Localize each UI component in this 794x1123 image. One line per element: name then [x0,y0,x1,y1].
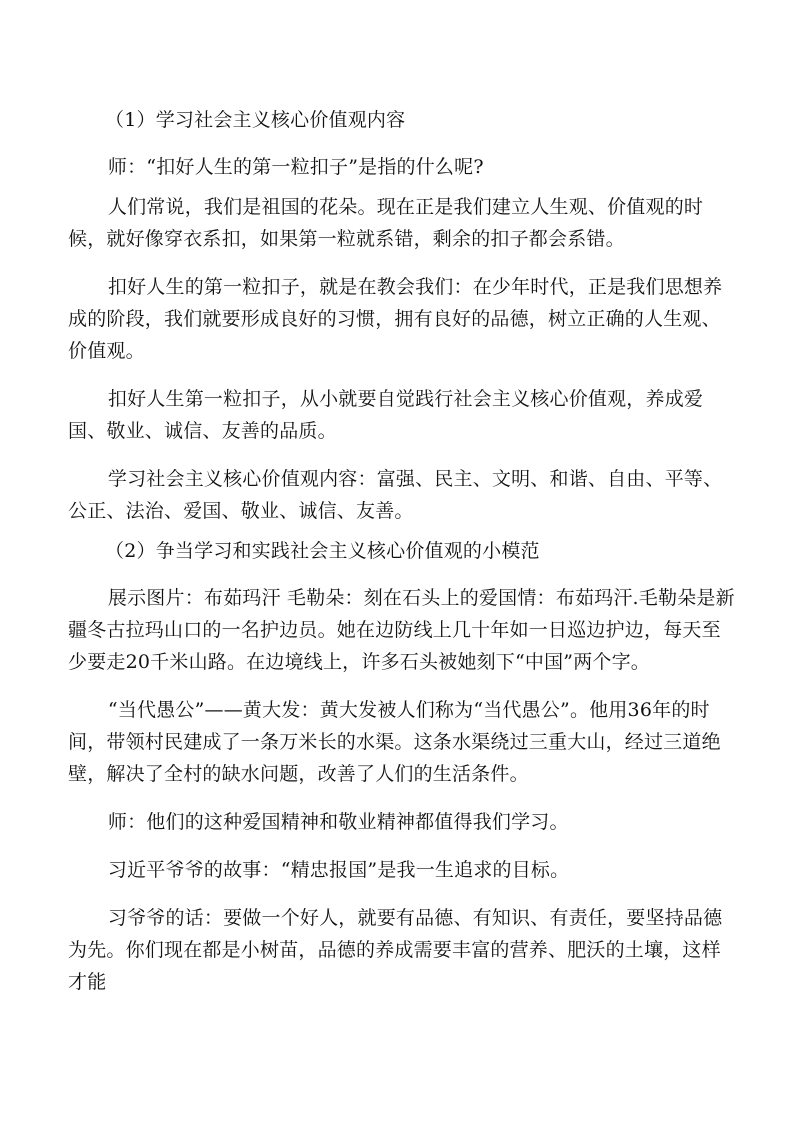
paragraph-flowers: 人们常说，我们是祖国的花朵。现在正是我们建立人生观、价值观的时候，就好像穿衣系扣，如果第一粒就系错，剩余的扣子都会系错。 [68,196,704,250]
paragraph-border-guard: 展示图片：布茹玛汗 毛勒朵：刻在石头上的爱国情：布茹玛汗.毛勒朵是新疆冬古拉玛山口的一名护边员。她在边防线上几十年如一日巡边护边，每天至少要走20千米山路。在边境线上，许多石头被她刻下“中国”两个字。 [68,587,735,673]
teacher-comment: 师：他们的这种爱国精神和敬业精神都值得我们学习。 [107,811,569,833]
paragraph-first-button: 扣好人生的第一粒扣子，就是在教会我们：在少年时代，正是我们思想养成的阶段，我们就要形成良好的习惯，拥有良好的品德，树立正确的人生观、价值观。 [68,276,723,362]
paragraph-huang-dafa: “当代愚公”——黄大发：黄大发被人们称为“当代愚公”。他用36年的时间，带领村民建成了一条万米长的水渠。这条水渠绕过三重大山，经过三道绝壁，解决了全村的缺水问题，改善了人们的生活条件。 [68,699,721,785]
section-heading-1: （1）学习社会主义核心价值观内容 [105,109,406,131]
paragraph-practice-values: 扣好人生第一粒扣子，从小就要自觉践行社会主义核心价值观，养成爱国、敬业、诚信、友善的品质。 [68,388,704,442]
paragraph-xi-story: 习近平爷爷的故事：“精忠报国”是我一生追求的目标。 [107,859,570,881]
paragraph-core-values-list: 学习社会主义核心价值观内容：富强、民主、文明、和谐、自由、平等、公正、法治、爱国、敬业、诚信、友善。 [68,468,723,522]
paragraph-xi-quote: 习爷爷的话：要做一个好人，就要有品德、有知识、有责任，要坚持品德为先。你们现在都是小树苗，品德的养成需要丰富的营养、肥沃的土壤，这样才能 [68,907,723,993]
document-body [68,104,736,998]
section-heading-2: （2）争当学习和实践社会主义核心价值观的小模范 [105,540,540,562]
teacher-question: 师：“扣好人生的第一粒扣子”是指的什么呢? [107,156,484,178]
